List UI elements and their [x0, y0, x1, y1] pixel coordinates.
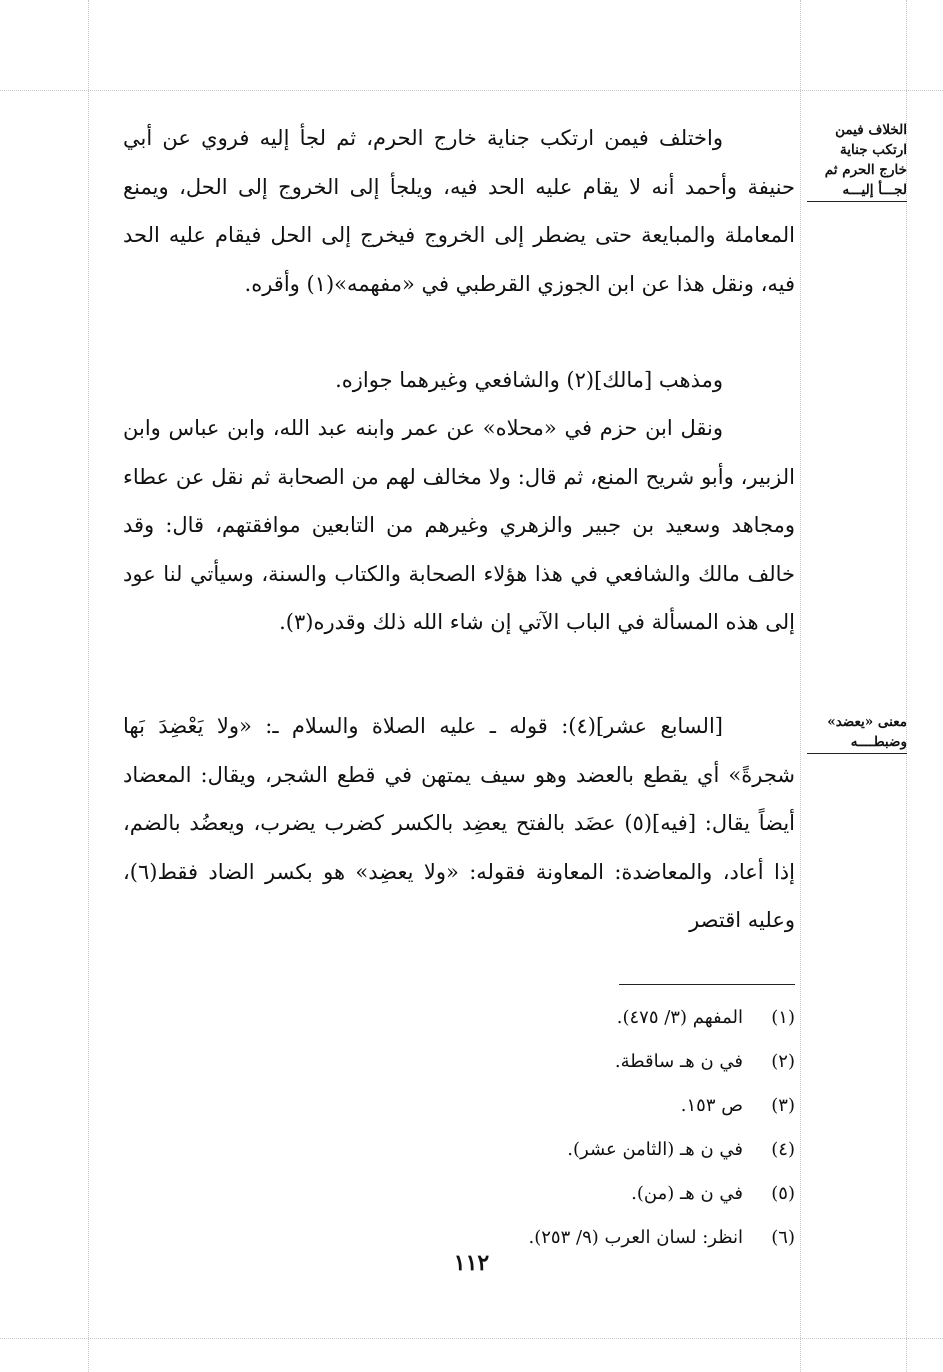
paragraph-1: واختلف فيمن ارتكب جناية خارج الحرم، ثم لجأ إليه فروي عن أبي حنيفة وأحمد أنه لا يقام عليه الحد فيه، ويلجأ إلى الخروج إلى الحل، ويمنع المعاملة والمبايعة حتى يضطر إلى الخروج فيخرج إلى الحل فيقام عليه الحد فيه، ونقل هذا عن ابن الجوزي القرطبي في «مفهمه»(١) وأقره. [123, 126, 795, 296]
paragraph-4: [السابع عشر](٤): قوله ـ عليه الصلاة والسلام ـ: «ولا يَعْضِدَ بَها شجرةً» أي يقطع بالعضد وهو سيف يمتهن في قطع الشجر، ويقال: المعضاد أيضاً يقال: [فيه](٥) عضَد بالفتح يعضِد بالكسر كضرب يضرب، ويعضُد بالضم، إذا أعاد، والمعاضدة: المعاونة فقوله: «ولا يعضِد» هو بكسر الضاد فقط(٦)، وعليه اقتصر [123, 714, 795, 932]
footnotes-list [123, 996, 795, 1260]
dotted-guide-line [88, 0, 89, 1372]
paragraph-2: ومذهب [مالك](٢) والشافعي وغيرهما جوازه. [335, 368, 723, 392]
margin-note-1 [807, 120, 907, 202]
margin-note-line: لجـــأ إليـــه [807, 180, 907, 202]
dotted-guide-line [0, 1338, 943, 1339]
margin-note-2 [807, 712, 907, 754]
footnote-number: (٦) [771, 1227, 795, 1248]
footnote-text: انظر: لسان العرب (٩/ ٢٥٣). [528, 1227, 743, 1248]
paragraph-3: ونقل ابن حزم في «محلاه» عن عمر وابنه عبد الله، وابن عباس وابن الزبير، وأبو شريح المنع، ثم قال: ولا مخالف لهم من الصحابة ثم نقل عن عطاء ومجاهد وسعيد بن جبير والزهري وغيرهم من التابعين موافقتهم، قال: وقد خالف مالك والشافعي في هذا هؤلاء الصحابة والكتاب والسنة، وسيأتي لنا عود إلى هذه المسألة في الباب الآتي إن شاء الله ذلك وقدره(٣). [123, 416, 795, 634]
dotted-guide-line [906, 0, 907, 1372]
margin-note-line: خارج الحرم ثم [824, 162, 907, 178]
footnote-text: في ن هـ ساقطة. [614, 1051, 743, 1072]
dotted-guide-line [0, 90, 943, 91]
footnote [123, 1172, 795, 1216]
footnote [123, 996, 795, 1040]
footnote-text: ص ١٥٣. [680, 1095, 743, 1116]
margin-note-line: ارتكب جناية [840, 142, 907, 158]
footnote-number: (٣) [771, 1095, 795, 1116]
footnote-text: المفهم (٣/ ٤٧٥). [616, 1007, 743, 1028]
footnote [123, 1084, 795, 1128]
footnote [123, 1040, 795, 1084]
footnote-divider [619, 984, 795, 985]
footnote-number: (٢) [771, 1051, 795, 1072]
footnote [123, 1128, 795, 1172]
footnote-number: (٤) [771, 1139, 795, 1160]
margin-note-line: وضبطــــه [807, 732, 907, 754]
margin-note-line: معنى «يعضد» [827, 714, 907, 730]
page-number: ١١٢ [453, 1250, 490, 1276]
margin-note-line: الخلاف فيمن [835, 122, 907, 138]
footnote-text: في ن هـ (من). [631, 1183, 743, 1204]
dotted-guide-line [800, 0, 801, 1372]
footnote-number: (١) [771, 1007, 795, 1028]
footnote-text: في ن هـ (الثامن عشر). [567, 1139, 743, 1160]
footnote-number: (٥) [771, 1183, 795, 1204]
